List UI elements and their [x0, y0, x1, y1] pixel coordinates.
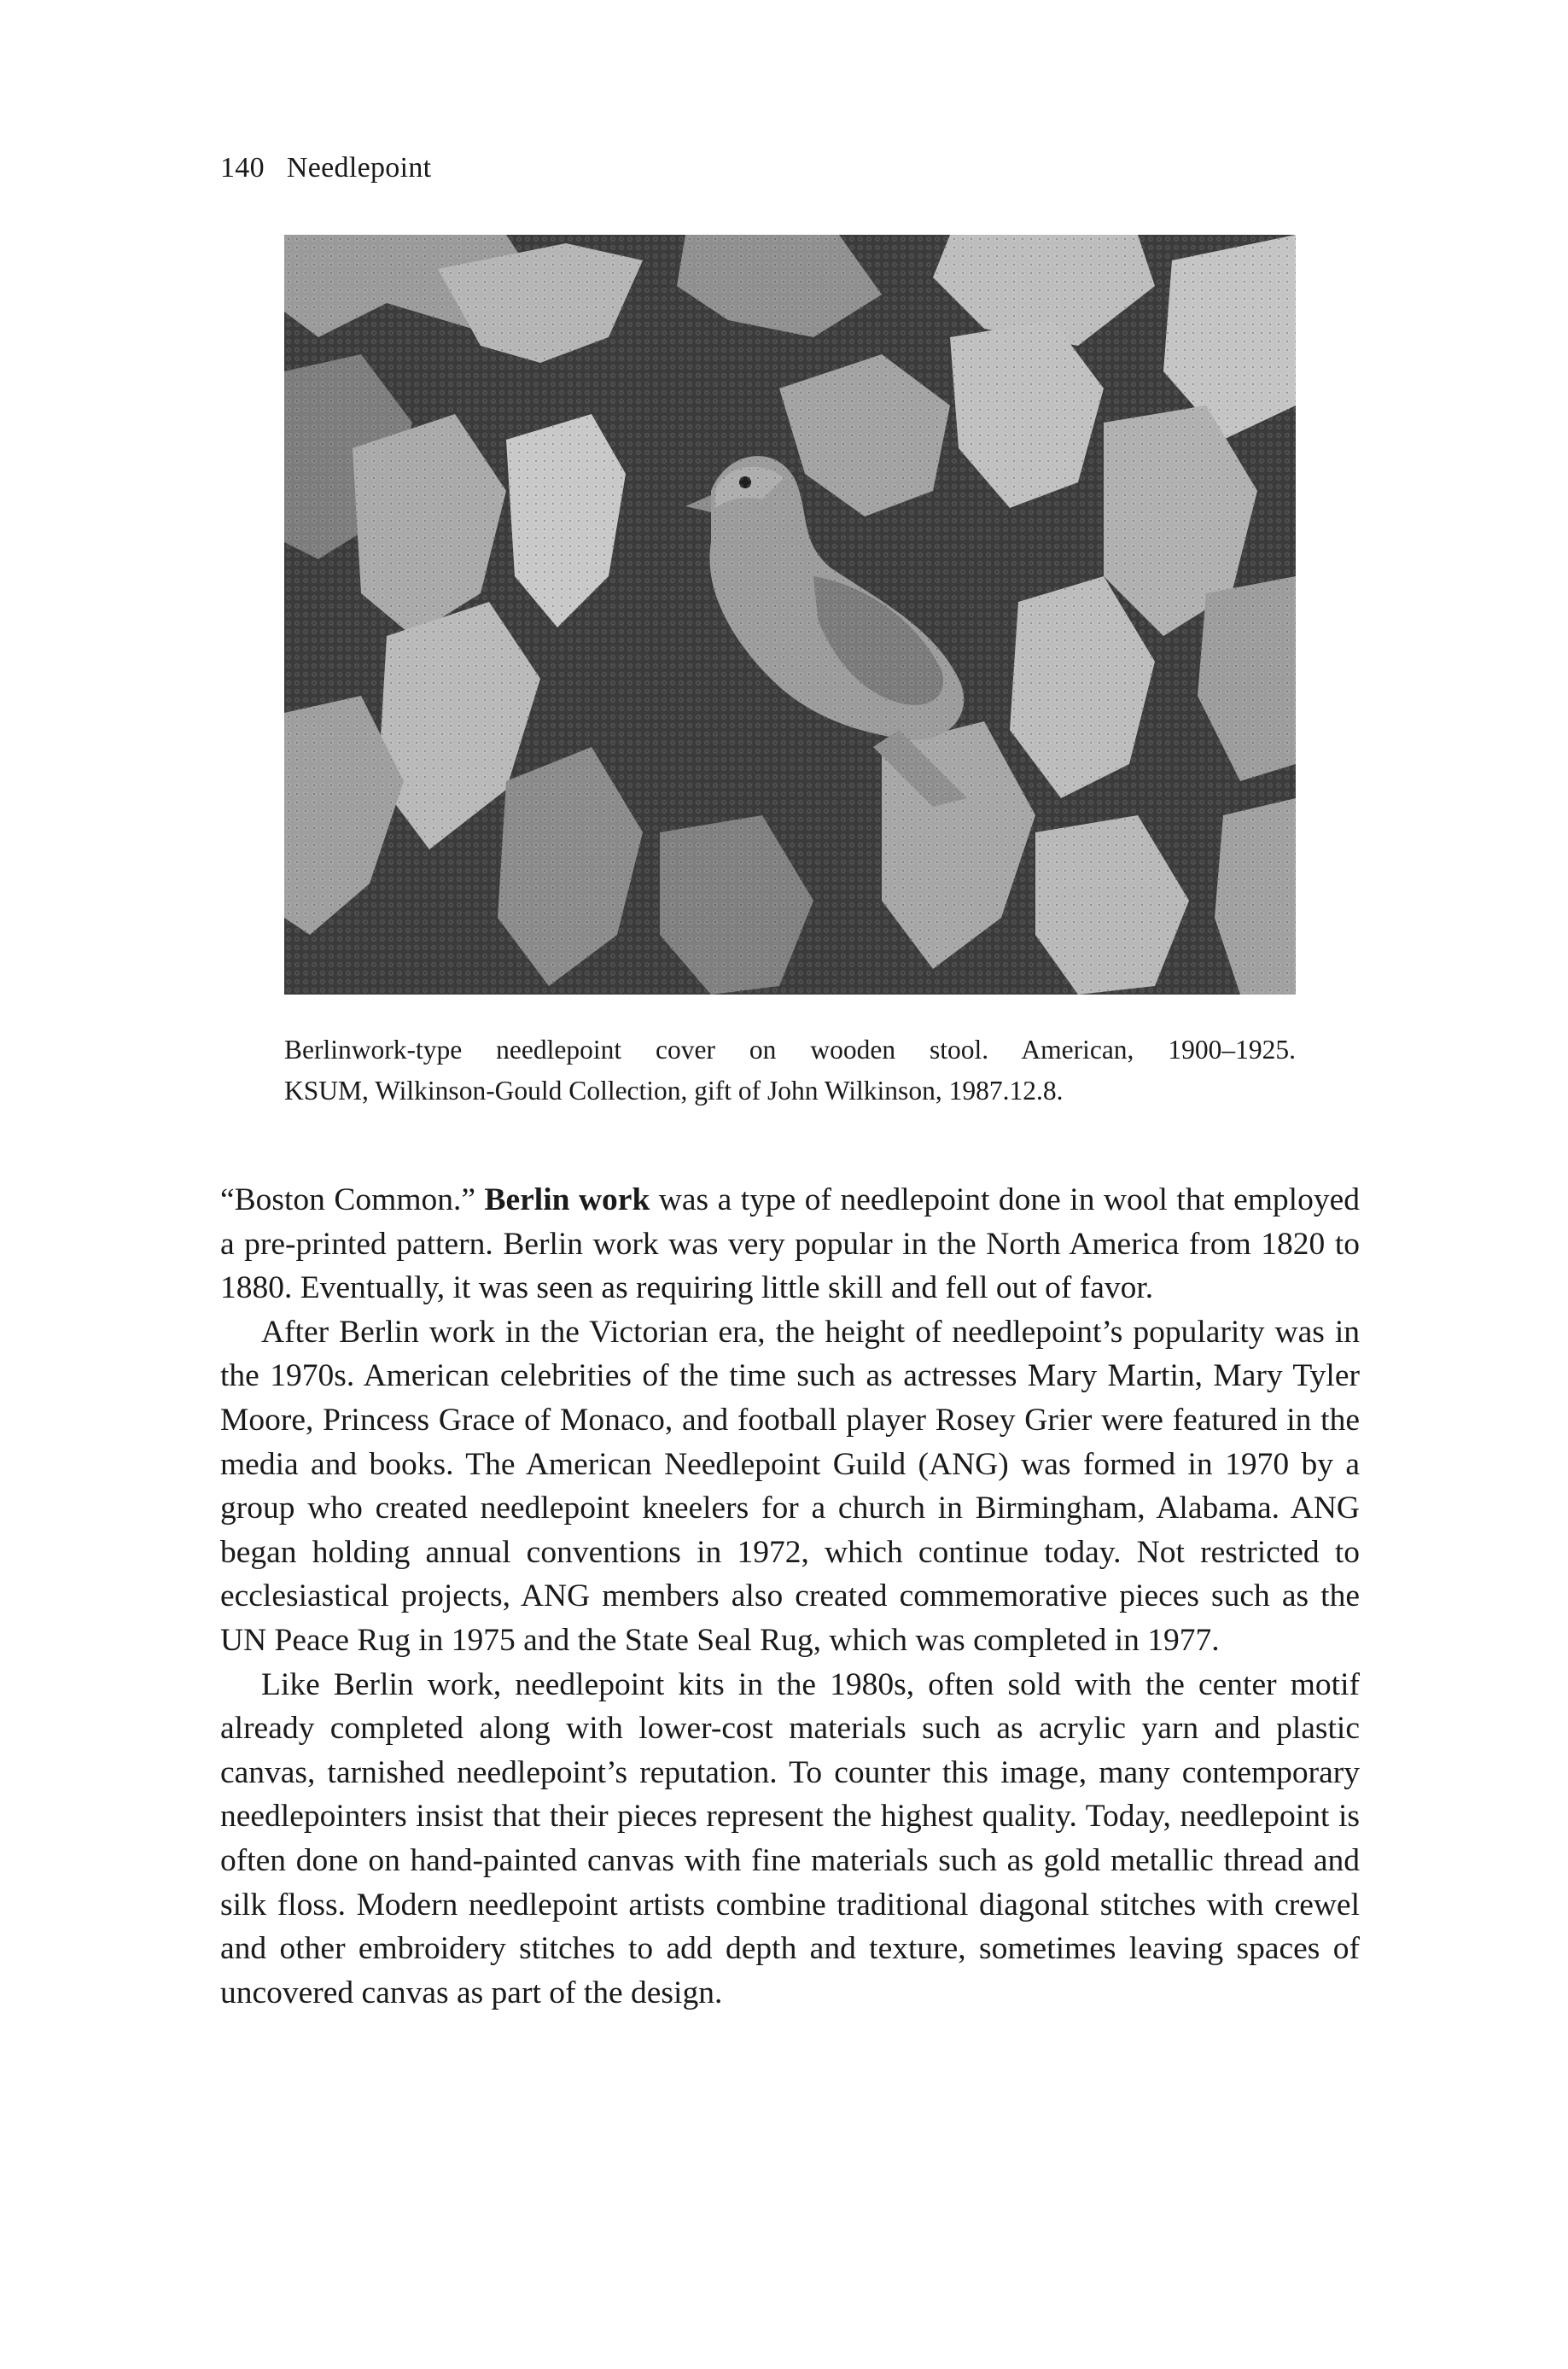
- needlepoint-photo: [284, 235, 1296, 995]
- caption-line-2: KSUM, Wilkinson-Gould Collection, gift of John Wilkinson, 1987.12.8.: [284, 1076, 1064, 1106]
- page-number: 140: [220, 152, 265, 184]
- paragraph-3: Like Berlin work, needlepoint kits in the 1980s, often sold with the center motif already completed along with lower-cost materials such as acrylic yarn and plastic canvas, tarnished needlepoint’s reputation. To counter this image, many contemporary needlepointers insist that their pieces represent the highest quality. Today, needlepoint is often done on hand-painted canvas with fine materials such as gold metallic thread and silk floss. Modern needlepoint artists combine traditional diagonal stitches with crewel and other embroidery stitches to add depth and texture, sometimes leaving spaces of uncovered canvas as part of the design.: [220, 1666, 1360, 2010]
- body-text: [220, 1178, 1360, 2015]
- paragraph-1-rest: was a type of needlepoint done in wool that employed a pre-printed pattern. Berlin work was very popular in the North America from 1820 to 1880. Eventually, it was seen as requiring little skill and fell out of favor.: [220, 1182, 1360, 1306]
- section-title: Needlepoint: [286, 152, 432, 184]
- paragraph-1: [220, 1178, 1360, 1310]
- term-berlin-work: Berlin work: [484, 1182, 650, 1217]
- paragraph-2: After Berlin work in the Victorian era, the height of needlepoint’s popularity was in the 1970s. American celebrities of the time such as actresses Mary Martin, Mary Tyler Moore, Princess Grace of Monaco, and football player Rosey Grier were featured in the media and books. The American Needlepoint Guild (ANG) was formed in 1970 by a group who created needlepoint kneelers for a church in Birmingham, Alabama. ANG began holding annual conventions in 1972, which continue today. Not restricted to ecclesiastical projects, ANG members also created commemorative pieces such as the UN Peace Rug in 1975 and the State Seal Rug, which was completed in 1977.: [220, 1314, 1360, 1658]
- figure-caption: [284, 1030, 1296, 1112]
- needlepoint-image: [284, 235, 1296, 995]
- running-head: [220, 152, 431, 184]
- paragraph-1-lead: “Boston Common.”: [220, 1182, 485, 1217]
- caption-line-1: Berlinwork-type needlepoint cover on wooden stool. American, 1900–1925.: [284, 1035, 1296, 1065]
